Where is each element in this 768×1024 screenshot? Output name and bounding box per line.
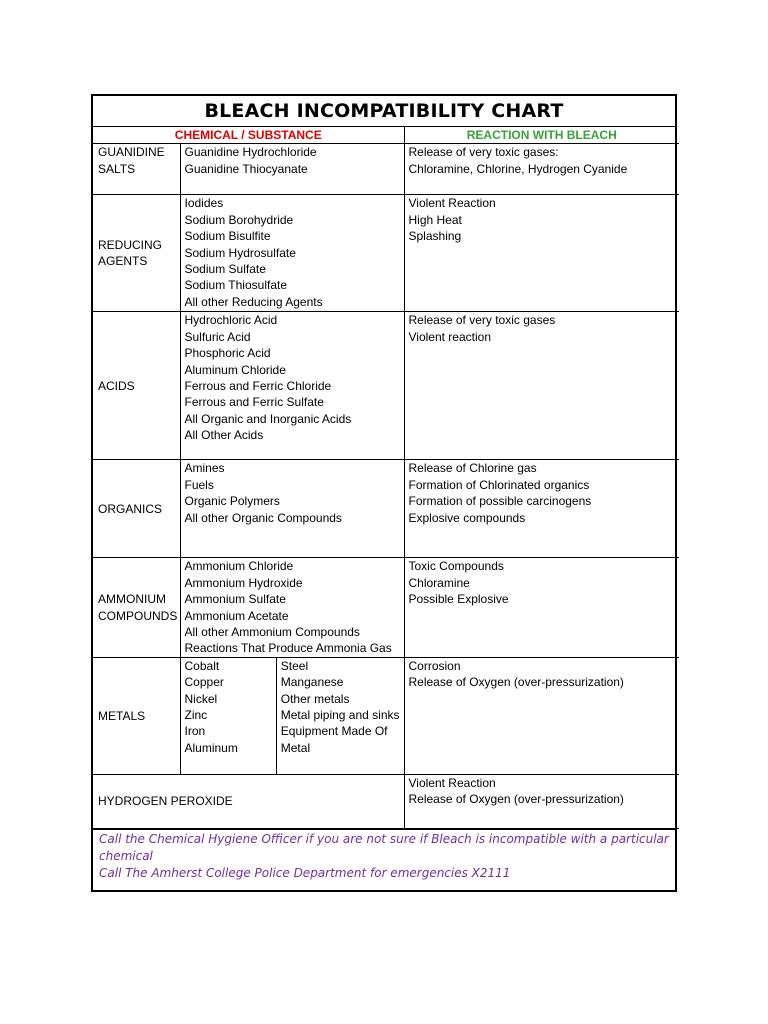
chemical-item: All Organic and Inorganic Acids xyxy=(184,411,352,426)
category-cell xyxy=(93,312,180,460)
chemical-item: Nickel xyxy=(184,691,218,706)
row-acids xyxy=(93,312,679,460)
header-row xyxy=(93,127,679,144)
chemical-item: All other Organic Compounds xyxy=(184,510,342,525)
reaction-item: Violent Reaction xyxy=(408,775,496,790)
chemical-item: Aluminum Chloride xyxy=(184,362,286,377)
chemical-item: Amines xyxy=(184,461,225,476)
reaction-item: Splashing xyxy=(408,229,462,244)
category-label: ORGANICS xyxy=(98,501,163,516)
category-label: AGENTS xyxy=(98,254,148,269)
reaction-item: High Heat xyxy=(408,212,462,227)
header-chemical: CHEMICAL / SUBSTANCE xyxy=(93,127,404,144)
chemical-item: Sodium Hydrosulfate xyxy=(184,245,296,260)
chemical-item: Ferrous and Ferric Chloride xyxy=(184,379,332,394)
category-label: AMMONIUM xyxy=(98,592,166,607)
reactions-cell xyxy=(404,195,679,312)
chemical-item: Iodides xyxy=(184,196,224,211)
chemical-item: Sodium Borohydride xyxy=(184,212,294,227)
reactions-cell xyxy=(404,774,679,828)
reaction-item: Release of very toxic gases: xyxy=(408,145,559,160)
reactions-cell xyxy=(404,144,679,195)
chemical-item: All other Reducing Agents xyxy=(184,294,323,309)
reaction-item: Explosive compounds xyxy=(408,510,526,525)
row-hydrogen-peroxide xyxy=(93,774,679,828)
reaction-item: Formation of possible carcinogens xyxy=(408,494,592,509)
chemical-item: All other Ammonium Compounds xyxy=(184,625,360,640)
reaction-item: Release of Oxygen (over-pressurization) xyxy=(408,792,624,807)
chemical-item: All Other Acids xyxy=(184,428,264,443)
chemical-item: Metal xyxy=(280,740,311,755)
reaction-item: Corrosion xyxy=(408,658,461,673)
chemical-item: Metal piping and sinks xyxy=(280,708,400,723)
footer-line: Call the Chemical Hygiene Officer if you are not sure if Bleach is incompatible with a particular xyxy=(99,831,669,846)
category-label: METALS xyxy=(98,708,146,723)
chart-title: BLEACH INCOMPATIBILITY CHART xyxy=(93,96,675,127)
chemical-item: Hydrochloric Acid xyxy=(184,313,278,328)
chemical-item: Guanidine Hydrochloride xyxy=(184,145,317,160)
row-metals xyxy=(93,657,679,774)
category-label: REDUCING xyxy=(98,238,163,252)
category-label: SALTS xyxy=(98,161,136,176)
footer-line: Call The Amherst College Police Department for emergencies X2111 xyxy=(99,865,511,880)
reaction-item: Release of Oxygen (over-pressurization) xyxy=(408,675,624,690)
chemical-item: Organic Polymers xyxy=(184,494,280,509)
reaction-item: Toxic Compounds xyxy=(408,559,504,574)
chemicals-cell xyxy=(180,460,404,558)
category-cell xyxy=(93,657,180,774)
reaction-item: Formation of Chlorinated organics xyxy=(408,477,590,492)
reactions-cell xyxy=(404,657,679,774)
chemical-item: Aluminum xyxy=(184,740,238,755)
category-cell xyxy=(93,460,180,558)
reaction-item: Chloramine xyxy=(408,575,470,590)
category-cell xyxy=(93,558,180,657)
category-label: GUANIDINE xyxy=(98,145,165,160)
chemical-item: Cobalt xyxy=(184,658,220,673)
chemicals-cell xyxy=(180,144,404,195)
footer-note xyxy=(93,829,675,890)
reactions-cell xyxy=(404,460,679,558)
reaction-item: Violent Reaction xyxy=(408,196,496,211)
reaction-item: Release of Chlorine gas xyxy=(408,461,537,476)
header-reaction: REACTION WITH BLEACH xyxy=(404,127,679,144)
chemical-item: Copper xyxy=(184,675,224,690)
row-reducing-agents xyxy=(93,195,679,312)
chemical-item: Sodium Bisulfite xyxy=(184,229,271,244)
reaction-item: Violent reaction xyxy=(408,329,491,344)
footer-line: chemical xyxy=(99,848,153,863)
reactions-cell xyxy=(404,312,679,460)
chemical-item: Ammonium Acetate xyxy=(184,608,289,623)
chemicals-cell xyxy=(180,195,404,312)
chemical-item: Sodium Sulfate xyxy=(184,262,266,277)
chemical-item: Ammonium Hydroxide xyxy=(184,575,303,590)
reaction-item: Possible Explosive xyxy=(408,592,509,607)
chemical-item: Fuels xyxy=(184,477,214,492)
row-guanidine-salts xyxy=(93,144,679,195)
row-organics xyxy=(93,460,679,558)
chemical-item: Reactions That Produce Ammonia Gas xyxy=(184,641,392,656)
metals-split xyxy=(181,658,404,774)
chemical-item: Sodium Thiosulfate xyxy=(184,278,288,293)
chemical-item: Steel xyxy=(280,658,309,673)
row-ammonium-compounds xyxy=(93,558,679,657)
category-label: ACIDS xyxy=(98,378,135,393)
category-cell: HYDROGEN PEROXIDE xyxy=(93,774,404,828)
chemical-item: Zinc xyxy=(184,708,208,723)
metals-column-right xyxy=(276,658,404,774)
incompatibility-chart xyxy=(91,94,677,892)
category-cell xyxy=(93,144,180,195)
chemical-item: Equipment Made Of xyxy=(280,724,388,739)
metals-column-left xyxy=(181,658,276,774)
reaction-item: Chloramine, Chlorine, Hydrogen Cyanide xyxy=(408,161,628,176)
chemical-item: Manganese xyxy=(280,675,344,690)
chemical-item: Guanidine Thiocyanate xyxy=(184,161,308,176)
reaction-item: Release of very toxic gases xyxy=(408,313,556,328)
chemicals-cell xyxy=(180,558,404,657)
chemical-item: Ammonium Sulfate xyxy=(184,592,286,607)
chemical-item: Other metals xyxy=(280,691,350,706)
reactions-cell xyxy=(404,558,679,657)
chemical-item: Phosphoric Acid xyxy=(184,346,271,361)
category-cell xyxy=(93,195,180,312)
chemical-item: Iron xyxy=(184,724,206,739)
chemicals-cell xyxy=(180,312,404,460)
chemical-item: Ammonium Chloride xyxy=(184,559,294,574)
category-label: COMPOUNDS xyxy=(98,608,178,623)
chart-table xyxy=(93,127,679,829)
chemicals-cell xyxy=(180,657,404,774)
chemical-item: Sulfuric Acid xyxy=(184,329,251,344)
chemical-item: Ferrous and Ferric Sulfate xyxy=(184,395,324,410)
